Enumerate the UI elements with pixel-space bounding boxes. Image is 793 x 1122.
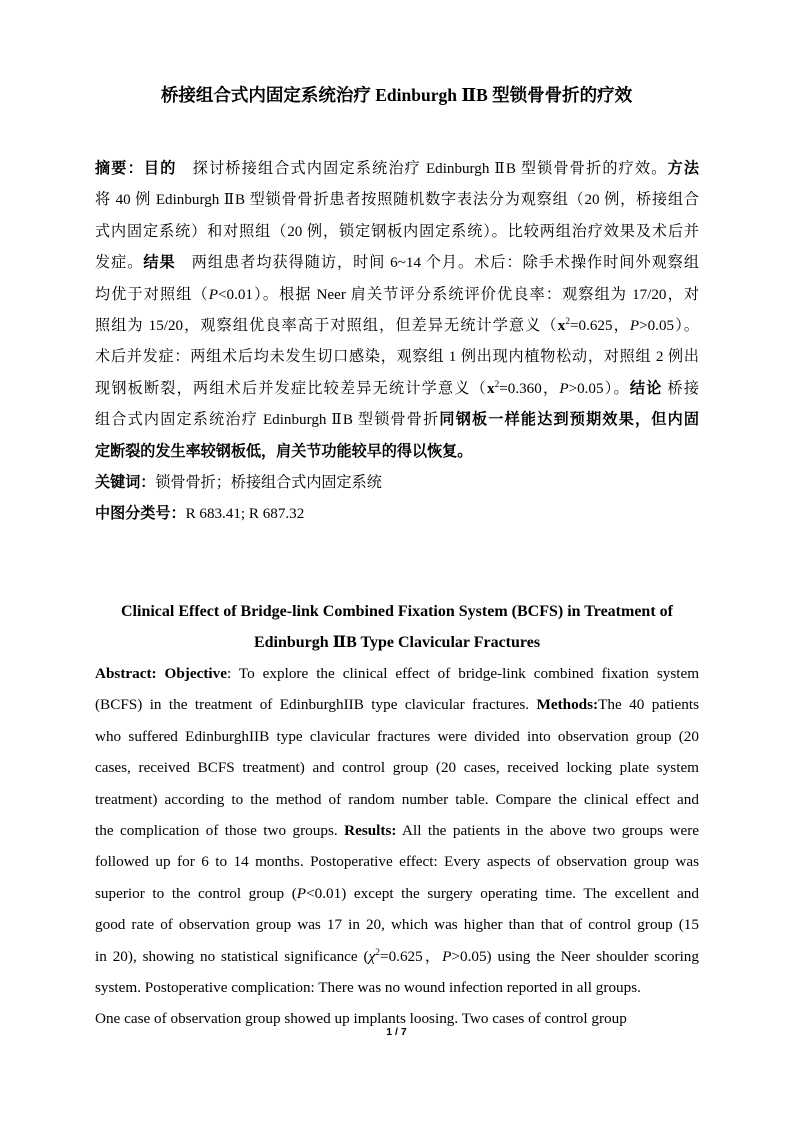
text-run: 摘要：目的: [95, 161, 177, 177]
text-line: [95, 784, 699, 815]
text-run: R 683.41; R 687.32: [185, 506, 305, 523]
text-run: 将 40 例 Edinburgh ⅡB 型锁骨骨折患者按照随机数字表法分为观察组（20 例，桥接组合: [95, 192, 699, 209]
text-run: Clinical Effect of Bridge-link Combined Fixation System (BCFS) in Treatment of: [121, 603, 673, 620]
text-line: [95, 815, 699, 846]
text-run: x: [487, 380, 495, 397]
text-run: 桥接: [662, 380, 699, 397]
text-run: superior to the control group (: [95, 884, 297, 902]
text-run: Results:: [344, 821, 397, 839]
text-run: 结论: [629, 380, 663, 397]
text-run: 探讨桥接组合式内固定系统治疗 Edinburgh ⅡB 型锁骨骨折的疗效。: [176, 161, 668, 177]
text-run: 中图分类号：: [95, 506, 186, 523]
text-line: [95, 342, 699, 373]
text-line: [95, 468, 699, 499]
page-number: 1 / 7: [386, 1026, 407, 1038]
text-line: [95, 311, 699, 342]
text-line: [95, 596, 699, 627]
text-run: 发症。: [95, 255, 144, 272]
text-line: [95, 627, 699, 658]
text-line: [95, 499, 699, 530]
text-run: good rate of observation group was 17 in 20, which was higher than that of control group (15: [95, 916, 699, 934]
text-line: [95, 154, 699, 185]
text-run: =0.625，: [570, 317, 630, 334]
text-run: 锁骨骨折；桥接组合式内固定系统: [155, 474, 382, 491]
text-run: >0.05）。: [568, 380, 630, 397]
text-line: [95, 248, 699, 279]
text-run: >0.05）。: [639, 317, 699, 334]
text-line: [95, 846, 699, 877]
text-line: [95, 721, 699, 752]
text-run: x: [557, 317, 566, 334]
text-run: who suffered EdinburghIIB type clavicular fractures were divided into observation group (20: [95, 727, 699, 745]
text-run: 关键词：: [95, 474, 156, 491]
abstract-en: [95, 658, 699, 1035]
text-run: P: [208, 286, 219, 303]
text-run: <0.01）。根据 Neer 肩关节评分系统评价优良率：观察组为 17/20，对: [218, 286, 699, 303]
text-line: [95, 437, 699, 468]
text-run: χ: [368, 947, 376, 965]
text-run: 式内固定系统）和对照组（20 例，锁定钢板内固定系统）。比较两组治疗效果及术后并: [95, 223, 699, 240]
text-run: system. Postoperative complication: There was no wound infection reported in all groups.: [95, 978, 641, 996]
text-run: 组合式内固定系统治疗 Edinburgh ⅡB 型锁骨骨折: [95, 412, 440, 429]
text-run: =0.625，: [380, 947, 443, 965]
paper-title-zh: 桥接组合式内固定系统治疗 Edinburgh ⅡB 型锁骨骨折的疗效: [160, 85, 633, 105]
text-run: One case of observation group showed up implants loosing. Two cases of control group: [95, 1010, 627, 1028]
text-run: P: [442, 947, 452, 965]
text-run: >0.05) using the Neer shoulder scoring: [451, 947, 699, 965]
text-run: 结果: [143, 255, 176, 272]
text-line: [95, 878, 699, 909]
text-run: 2: [375, 947, 380, 958]
text-run: P: [629, 317, 640, 334]
text-run: 术后并发症：两组术后均未发生切口感染，观察组 1 例出现内植物松动，对照组 2 例出: [95, 349, 699, 366]
text-line: [95, 972, 699, 1003]
text-run: the complication of those two groups.: [95, 821, 345, 839]
text-run: 2: [494, 379, 500, 390]
text-run: P: [296, 884, 307, 902]
text-run: 2: [565, 316, 571, 327]
text-run: Abstract: Objective: [95, 665, 227, 682]
text-run: All the patients in the above two groups were: [396, 821, 699, 839]
text-line: [95, 658, 699, 689]
text-run: <0.01) except the surgery operating time. The excellent and: [306, 884, 699, 902]
text-run: followed up for 6 to 14 months. Postoperative effect: Every aspects of observation group was: [95, 853, 699, 871]
text-line: [95, 374, 699, 405]
abstract-zh: [95, 154, 699, 531]
text-run: 照组为 15/20，观察组优良率高于对照组，但差异无统计学意义（: [95, 317, 558, 334]
text-run: =0.360，: [499, 380, 560, 397]
text-line: [95, 909, 699, 940]
text-run: Methods:: [536, 696, 599, 714]
text-run: : To explore the clinical effect of bridge-link combined fixation system: [226, 665, 700, 682]
text-run: P: [559, 380, 569, 397]
text-run: 现钢板断裂，两组术后并发症比较差异无统计学意义（: [95, 380, 488, 397]
paper-title-en: [95, 596, 699, 659]
text-run: treatment) according to the method of random number table. Compare the clinical effect and: [95, 790, 699, 808]
text-line: [95, 752, 699, 783]
text-run: 均优于对照组（: [95, 286, 209, 303]
text-run: 同钢板一样能达到预期效果，但内固: [439, 412, 699, 429]
text-run: Edinburgh ⅡB Type Clavicular Fractures: [253, 634, 541, 652]
text-line: [95, 941, 699, 972]
text-run: 两组患者均获得随访，时间 6~14 个月。术后：除手术操作时间外观察组: [175, 255, 699, 272]
text-line: [95, 217, 699, 248]
text-run: cases, received BCFS treatment) and control group (20 cases, received locking plate system: [95, 759, 699, 777]
text-run: (BCFS) in the treatment of EdinburghIIB type clavicular fractures.: [95, 696, 537, 714]
text-run: The 40 patients: [598, 696, 699, 714]
text-run: 方法: [667, 161, 699, 177]
text-line: [95, 405, 699, 436]
text-run: in 20), showing no statistical significance (: [95, 947, 369, 965]
text-line: [95, 185, 699, 216]
text-line: [95, 689, 699, 720]
text-run: 定断裂的发生率较钢板低，肩关节功能较早的得以恢复。: [95, 443, 473, 460]
text-line: [95, 280, 699, 311]
